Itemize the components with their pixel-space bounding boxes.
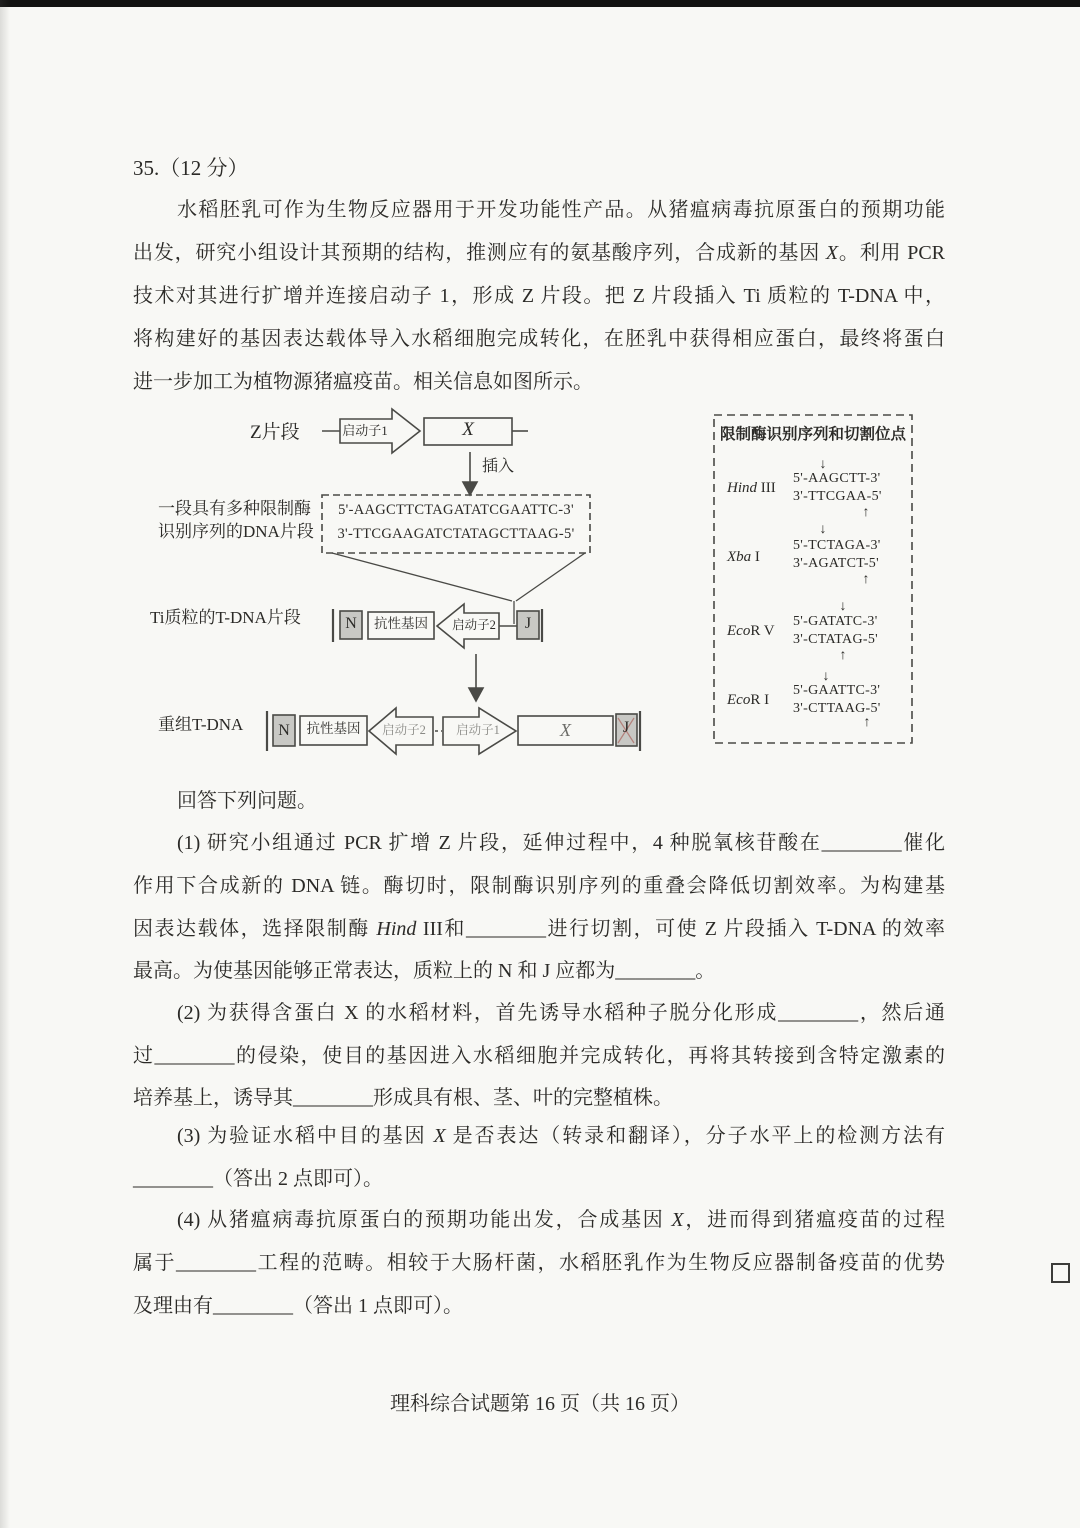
enzyme-seq-bottom: 3'-TTCGAA-5': [793, 489, 882, 504]
q2-line: 培养基上，诱导其________形成具有根、茎、叶的完整植株。: [133, 1087, 673, 1109]
q2-line: (2) 为获得含蛋白 X 的水稻材料，首先诱导水稻种子脱分化形成________，然后通: [177, 1002, 945, 1024]
q4-line: (4) 从猪瘟病毒抗原蛋白的预期功能出发，合成基因 X，进而得到猪瘟疫苗的过程: [177, 1209, 946, 1231]
intro-line: 技术对其进行扩增并连接启动子 1，形成 Z 片段。把 Z 片段插入 Ti 质粒的 T-DNA 中，: [133, 285, 945, 307]
ti-tdna-label: Ti质粒的T-DNA片段: [150, 608, 301, 627]
cut-site-down-icon: ↓: [819, 522, 827, 537]
flow-arrowhead-icon: [469, 688, 483, 701]
resistance-gene-label: 抗性基因: [306, 721, 361, 736]
dna-seq-top: 5'-AAGCTTCTAGATATCGAATTC-3': [338, 502, 574, 518]
q1-line: 作用下合成新的 DNA 链。酶切时，限制酶识别序列的重叠会降低切割效率。为构建基: [133, 875, 945, 897]
dna-seq-bottom: 3'-TTCGAAGATCTATAGCTTAAG-5': [337, 526, 575, 542]
cut-site-down-icon: ↓: [819, 457, 827, 472]
gene-x-label: X: [560, 720, 571, 740]
insert-arrowhead-icon: [463, 482, 477, 495]
q4-line: 属于________工程的范畴。相较于大肠杆菌，水稻胚乳作为生物反应器制备疫苗的优势: [133, 1252, 945, 1274]
enzyme-name: EcoR V: [727, 623, 775, 639]
promoter2-label: 启动子2: [382, 723, 426, 737]
enzyme-name: Xba I: [727, 549, 760, 565]
scan-square-mark: [1051, 1263, 1070, 1283]
q1-line: (1) 研究小组通过 PCR 扩增 Z 片段，延伸过程中，4 种脱氧核苷酸在________催化: [177, 832, 945, 854]
intro-line: 进一步加工为植物源猪瘟疫苗。相关信息如图所示。: [133, 371, 593, 393]
cut-site-up-icon: ↑: [862, 572, 870, 587]
cut-site-down-icon: ↓: [839, 599, 847, 614]
q3-line: (3) 为验证水稻中目的基因 X 是否表达（转录和翻译），分子水平上的检测方法有: [177, 1125, 945, 1147]
intro-line: 出发，研究小组设计其预期的结构，推测应有的氨基酸序列，合成新的基因 X。利用 PCR: [133, 242, 945, 264]
enzyme-seq-top: 5'-GATATC-3': [793, 614, 878, 629]
page-footer: 理科综合试题第 16 页（共 16 页）: [390, 1393, 690, 1415]
n-label: N: [278, 722, 290, 739]
promoter2-label: 启动子2: [452, 618, 496, 632]
answer-prompt: 回答下列问题。: [177, 790, 317, 812]
intro-line: 将构建好的基因表达载体导入水稻细胞完成转化，在胚乳中获得相应蛋白，最终将蛋白: [133, 328, 945, 350]
enzyme-seq-bottom: 3'-CTATAG-5': [793, 632, 878, 647]
cut-site-up-icon: ↑: [863, 715, 871, 730]
q3-line: ________（答出 2 点即可）。: [133, 1168, 383, 1190]
z-fragment-label: Z片段: [250, 422, 300, 443]
resistance-gene-label: 抗性基因: [374, 616, 428, 631]
intro-line: 水稻胚乳可作为生物反应器用于开发功能性产品。从猪瘟病毒抗原蛋白的预期功能: [177, 199, 945, 221]
cut-site-down-icon: ↓: [822, 669, 830, 684]
enzyme-seq-top: 5'-AAGCTT-3': [793, 471, 881, 486]
j-label: J: [524, 615, 532, 632]
q2-line: 过________的侵染，使目的基因进入水稻细胞并完成转化，再将其转接到含特定激素的: [133, 1045, 945, 1067]
enzyme-seq-top: 5'-TCTAGA-3': [793, 538, 881, 553]
dna-fragment-caption: 识别序列的DNA片段: [158, 522, 314, 541]
recombinant-tdna-label: 重组T-DNA: [158, 715, 244, 734]
enzyme-panel-title: 限制酶识别序列和切割位点: [719, 426, 906, 443]
insert-label: 插入: [482, 458, 515, 475]
q1-line: 因表达载体，选择限制酶 Hind III和________进行切割，可使 Z 片段插入 T-DNA 的效率: [133, 918, 945, 940]
promoter1-label: 启动子1: [342, 423, 388, 438]
enzyme-name: Hind III: [727, 480, 776, 496]
cut-site-up-icon: ↑: [862, 505, 870, 520]
q4-line: 及理由有________（答出 1 点即可）。: [133, 1295, 463, 1317]
j-label: J: [622, 719, 630, 736]
enzyme-name: EcoR I: [727, 692, 770, 708]
cut-site-up-icon: ↑: [839, 648, 847, 663]
enzyme-seq-top: 5'-GAATTC-3': [793, 683, 881, 698]
gene-x-label: X: [462, 419, 474, 440]
dna-fragment-caption: 一段具有多种限制酶: [158, 499, 311, 518]
question-number: 35.（12 分）: [133, 156, 249, 180]
promoter1-label: 启动子1: [456, 723, 500, 737]
enzyme-seq-bottom: 3'-CTTAAG-5': [793, 701, 881, 716]
n-label: N: [345, 615, 357, 632]
enzyme-seq-bottom: 3'-AGATCT-5': [793, 556, 879, 571]
q1-line: 最高。为使基因能够正常表达，质粒上的 N 和 J 应都为________。: [133, 960, 716, 982]
